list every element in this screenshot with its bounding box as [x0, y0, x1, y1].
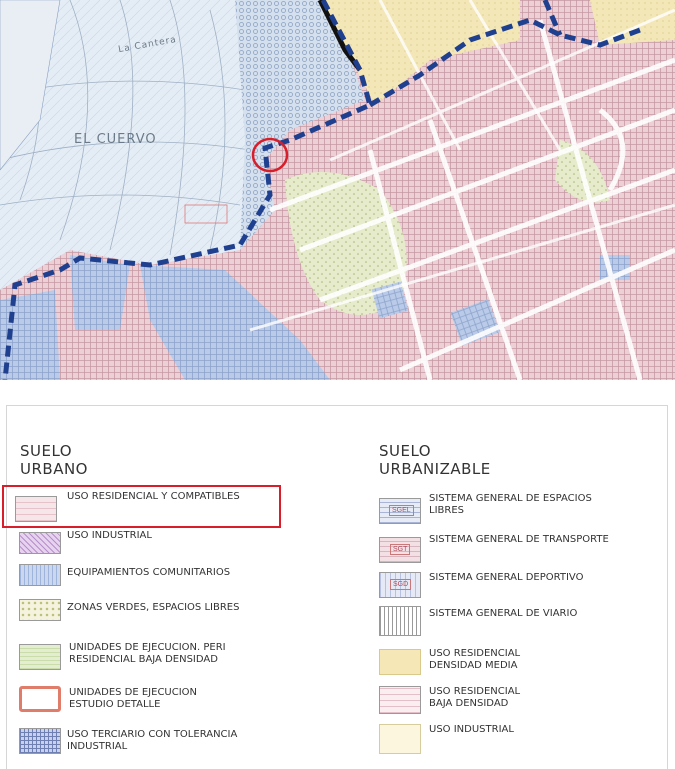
- sg-open-space-swatch: [379, 498, 421, 524]
- green-zones-swatch: [19, 599, 61, 621]
- sg-transport-code: SGT: [390, 544, 410, 555]
- urbanizable-title: [379, 442, 491, 478]
- legend-label-sg-viario: SISTEMA GENERAL DE VIARIO: [429, 608, 578, 619]
- res-medium-swatch: [379, 649, 421, 675]
- legend-label-peri: [69, 642, 226, 666]
- urbanizable-title-line1: SUELO: [379, 442, 432, 460]
- map-legend: [6, 405, 668, 769]
- industrial-swatch: [19, 532, 61, 554]
- legend-label-res-densidad-media-line2: DENSIDAD MEDIA: [429, 660, 518, 671]
- legend-label-peri-line2: RESIDENCIAL BAJA DENSIDAD: [69, 654, 218, 665]
- legend-label-estudio-detalle-line1: UNIDADES DE EJECUCION: [69, 687, 198, 698]
- legend-label-sg-transporte: SISTEMA GENERAL DE TRANSPORTE: [429, 534, 609, 545]
- legend-label-terciario: [67, 729, 237, 753]
- legend-label-terciario-line2: INDUSTRIAL: [67, 741, 128, 752]
- zoning-map[interactable]: [0, 0, 675, 380]
- sg-open-space-code: SGEL: [389, 505, 414, 516]
- urbanizable-industrial-swatch: [379, 724, 421, 754]
- legend-label-residencial: USO RESIDENCIAL Y COMPATIBLES: [67, 491, 240, 502]
- legend-label-sg-deportivo: SISTEMA GENERAL DEPORTIVO: [429, 572, 584, 583]
- urbano-title-line2: URBANO: [20, 460, 88, 478]
- legend-label-peri-line1: UNIDADES DE EJECUCION. PERI: [69, 642, 226, 653]
- urbanizable-title-line2: URBANIZABLE: [379, 460, 491, 478]
- place-name-el-cuervo: EL CUERVO: [74, 132, 157, 147]
- sg-road-swatch: [379, 606, 421, 636]
- urbano-title: [20, 442, 88, 478]
- legend-label-res-baja-densidad-line2: BAJA DENSIDAD: [429, 698, 509, 709]
- place-name-la-cantera: La Cantera: [117, 34, 178, 56]
- legend-label-sg-espacios-libres-line1: SISTEMA GENERAL DE ESPACIOS: [429, 493, 592, 504]
- equipment-swatch: [19, 564, 61, 586]
- sg-sport-code: SGD: [390, 579, 411, 590]
- legend-label-res-densidad-media: [429, 648, 520, 672]
- legend-label-urbanizable-industrial: USO INDUSTRIAL: [429, 724, 514, 735]
- detail-study-swatch: [19, 686, 61, 712]
- sg-transport-swatch: [379, 537, 421, 563]
- legend-label-res-densidad-media-line1: USO RESIDENCIAL: [429, 648, 521, 659]
- legend-label-estudio-detalle-line2: ESTUDIO DETALLE: [69, 699, 161, 710]
- tertiary-swatch: [19, 728, 61, 754]
- legend-highlight-box: [2, 485, 281, 528]
- legend-label-industrial: USO INDUSTRIAL: [67, 530, 152, 541]
- legend-label-sg-espacios-libres: [429, 493, 592, 517]
- peri-swatch: [19, 644, 61, 670]
- legend-label-res-baja-densidad-line1: USO RESIDENCIAL: [429, 686, 521, 697]
- sg-sport-swatch: [379, 572, 421, 598]
- legend-label-sg-espacios-libres-line2: LIBRES: [429, 505, 464, 516]
- legend-label-zonas-verdes: ZONAS VERDES, ESPACIOS LIBRES: [67, 602, 240, 613]
- legend-label-equipamientos: EQUIPAMIENTOS COMUNITARIOS: [67, 567, 231, 578]
- legend-label-res-baja-densidad: [429, 686, 520, 710]
- legend-label-terciario-line1: USO TERCIARIO CON TOLERANCIA: [67, 729, 238, 740]
- legend-label-estudio-detalle: [69, 687, 197, 711]
- res-low-swatch: [379, 686, 421, 714]
- map-canvas: [0, 0, 675, 380]
- urbano-title-line1: SUELO: [20, 442, 73, 460]
